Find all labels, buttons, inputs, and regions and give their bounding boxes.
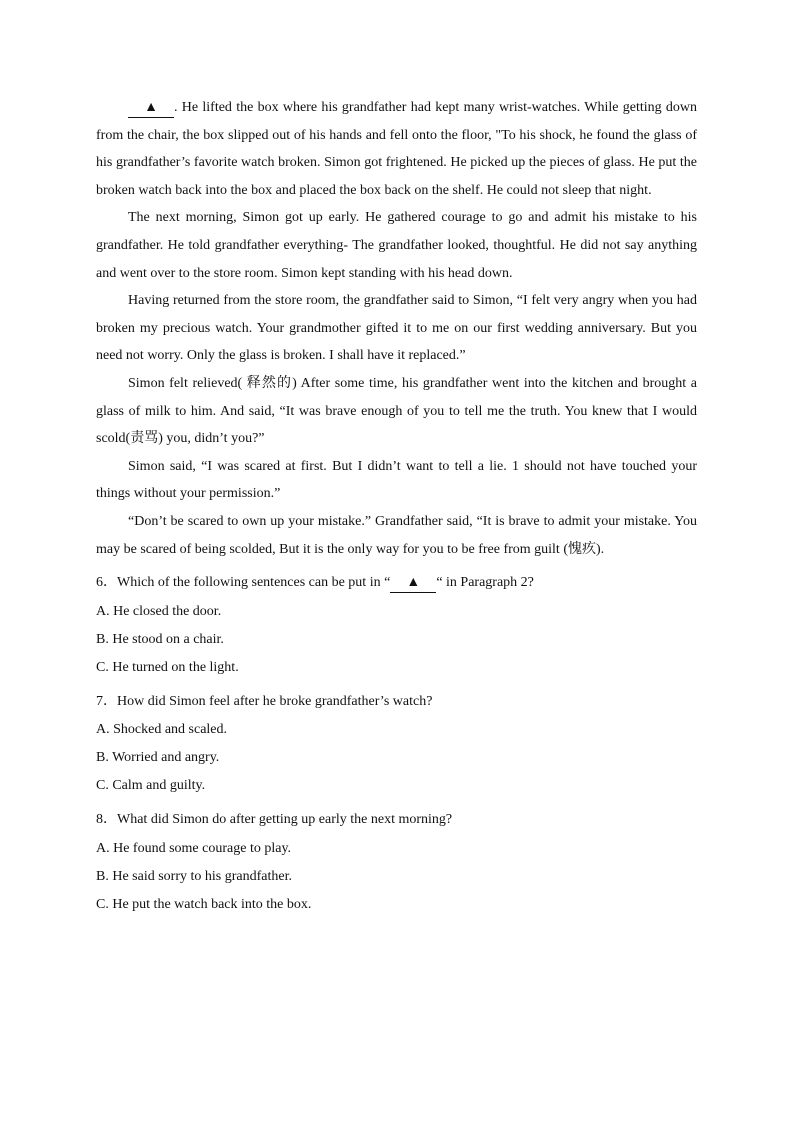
paragraph-6: “Don’t be scared to own up your mistake.” Grandfather said, “It is brave to admit your mistake. You may be scared of being scolded, But it is the only way for you to be free from guilt (愧疚). <box>96 513 697 557</box>
option-b: B. He stood on a chair. <box>96 631 224 647</box>
option-c: C. He turned on the light. <box>96 659 239 675</box>
paragraph-2: The next morning, Simon got up early. He gathered courage to go and admit his mistake to his grandfather. He told grandfather everything- The grandfather looked, thoughtful. He did not say anything and went over to the store room. Simon kept standing with his head down. <box>96 210 697 281</box>
reading-passage <box>96 94 697 919</box>
paragraph-1 <box>96 94 697 204</box>
paragraph-3: Having returned from the store room, the grandfather said to Simon, “I felt very angry when you had broken my precious watch. Your grandmother gifted it to me on our first wedding anniversary. But you need not worry. Only the glass is broken. I shall have it replaced.” <box>96 293 697 364</box>
paragraph-1-text: . He lifted the box where his grandfather had kept many wrist-watches. While getting down from the chair, the box slipped out of his hands and fell onto the floor, "To his shock, he found the glass of his grandfather’s favorite watch broken. Simon got frightened. He picked up the pieces of glass. He put the broken watch back into the box and placed the box back on the shelf. He could not sleep that night. <box>96 100 697 198</box>
option-b: B. He said sorry to his grandfather. <box>96 868 292 884</box>
question-6-suffix: “ in Paragraph 2? <box>436 575 534 591</box>
paragraph-5: Simon said, “I was scared at first. But I didn’t want to tell a lie. 1 should not have touched your things without your permission.” <box>96 458 697 502</box>
question-7-stem: 7．How did Simon feel after he broke grandfather’s watch? <box>96 693 433 709</box>
option-a: A. He found some courage to play. <box>96 840 292 856</box>
option-a: A. Shocked and scaled. <box>96 722 228 738</box>
answer-blank: ▲ <box>128 99 174 118</box>
question-6-prefix: 6．Which of the following sentences can be put in “ <box>96 575 391 591</box>
option-c: C. He put the watch back into the box. <box>96 896 312 912</box>
question-8 <box>96 806 697 919</box>
paragraph-4: Simon felt relieved( 释然的) After some time, his grandfather went into the kitchen and brought a glass of milk to him. And said, “It was brave enough of you to tell me the truth. You knew that I would scold(责骂) you, didn’t you?” <box>96 375 697 447</box>
option-c: C. Calm and guilty. <box>96 778 206 794</box>
option-b: B. Worried and angry. <box>96 750 220 766</box>
option-a: A. He closed the door. <box>96 603 222 619</box>
question-8-stem: 8．What did Simon do after getting up early the next morning? <box>96 812 453 828</box>
question-6 <box>96 569 697 682</box>
answer-blank: ▲ <box>390 574 436 593</box>
question-6-stem <box>96 569 697 598</box>
question-7 <box>96 688 697 801</box>
